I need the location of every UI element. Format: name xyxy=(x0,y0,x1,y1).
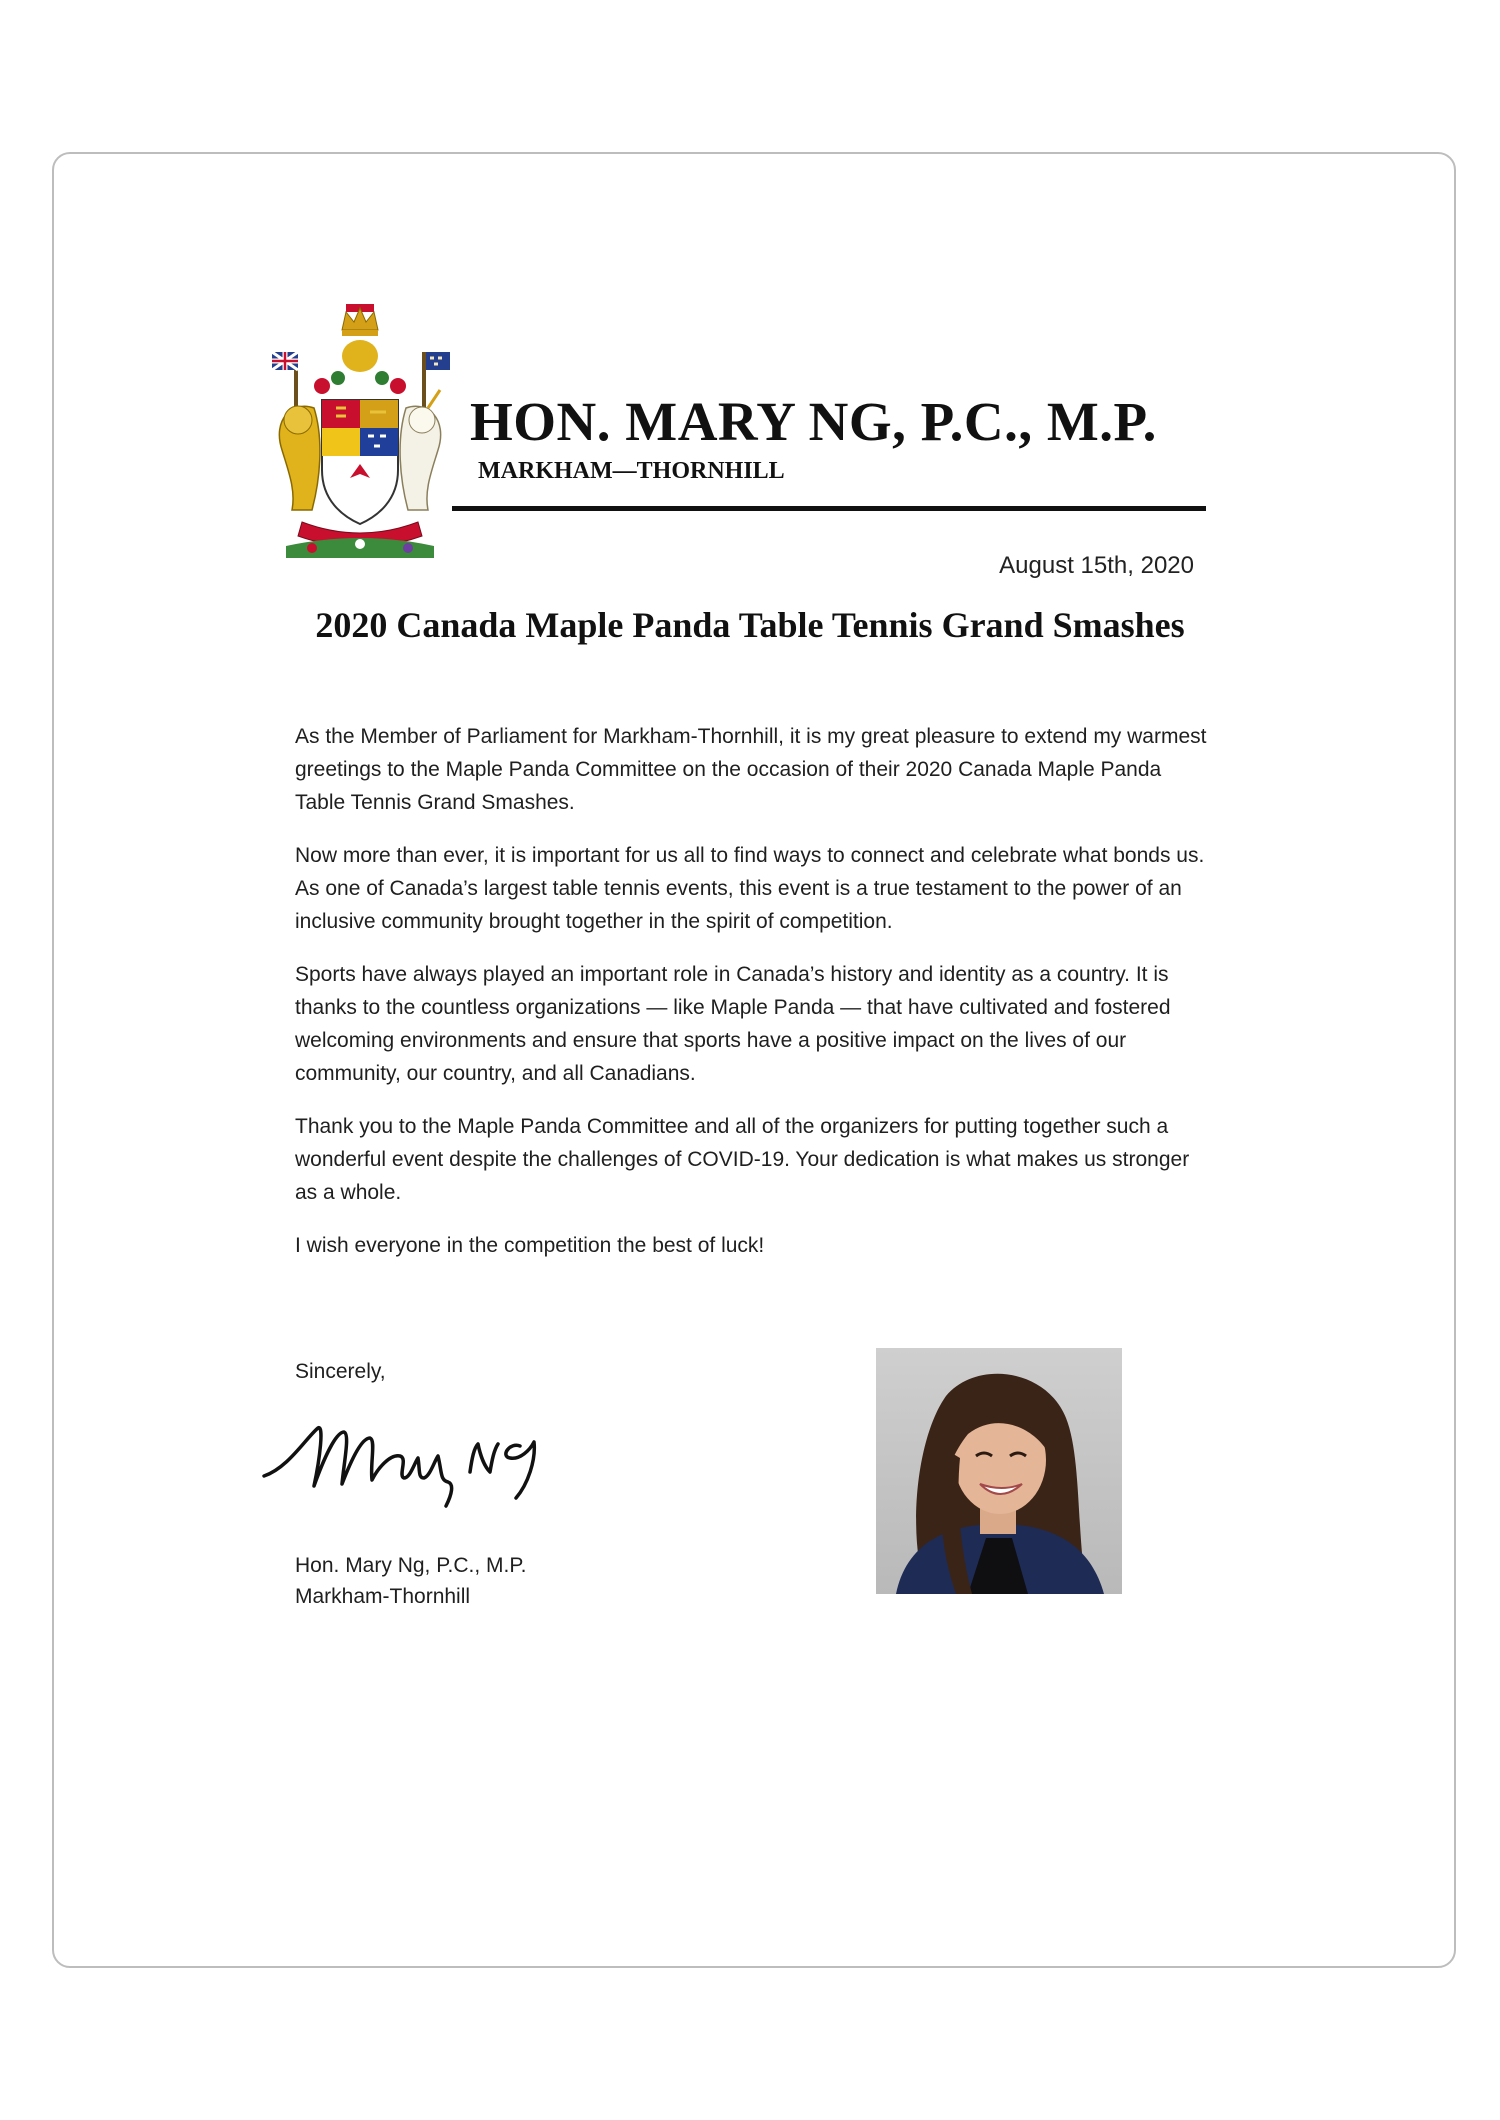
closing-salutation: Sincerely, xyxy=(295,1360,386,1383)
paragraph: I wish everyone in the competition the best of luck! xyxy=(295,1234,765,1257)
portrait-photo xyxy=(876,1348,1122,1594)
coat-of-arms-icon xyxy=(262,300,458,560)
signer-block xyxy=(295,1550,526,1612)
signer-name: Hon. Mary Ng, P.C., M.P. xyxy=(295,1554,527,1577)
portrait-illustration xyxy=(876,1348,1122,1594)
paragraph: Sports have always played an important role in Canada’s history and identity as a country. It is thanks to the countless organizations — like Maple Panda — that have cultivated and fostered welcoming environments and ensure that sports have a positive impact on the lives of our community, our country, and all Canadians. xyxy=(295,963,1171,1085)
paragraph: As the Member of Parliament for Markham-Thornhill, it is my great pleasure to extend my warmest greetings to the Maple Panda Committee on the occasion of their 2020 Canada Maple Panda Table Tennis Grand Smashes. xyxy=(295,725,1207,814)
handwritten-signature xyxy=(258,1398,578,1508)
riding-subheading: MARKHAM—THORNHILL xyxy=(478,458,785,484)
member-name-heading: HON. MARY NG, P.C., M.P. xyxy=(470,391,1157,452)
letter-body xyxy=(295,720,1215,1282)
header-divider xyxy=(452,506,1206,511)
letter-title: 2020 Canada Maple Panda Table Tennis Grand Smashes xyxy=(315,605,1185,645)
letter-date: August 15th, 2020 xyxy=(999,552,1194,579)
paragraph: Now more than ever, it is important for us all to find ways to connect and celebrate what bonds us. As one of Canada’s largest table tennis events, this event is a true testament to the power of an inclusive community brought together in the spirit of competition. xyxy=(295,844,1205,933)
signer-riding: Markham-Thornhill xyxy=(295,1585,471,1608)
paragraph: Thank you to the Maple Panda Committee and all of the organizers for putting together such a wonderful event despite the challenges of COVID-19. Your dedication is what makes us stronger as a whole. xyxy=(295,1115,1190,1204)
